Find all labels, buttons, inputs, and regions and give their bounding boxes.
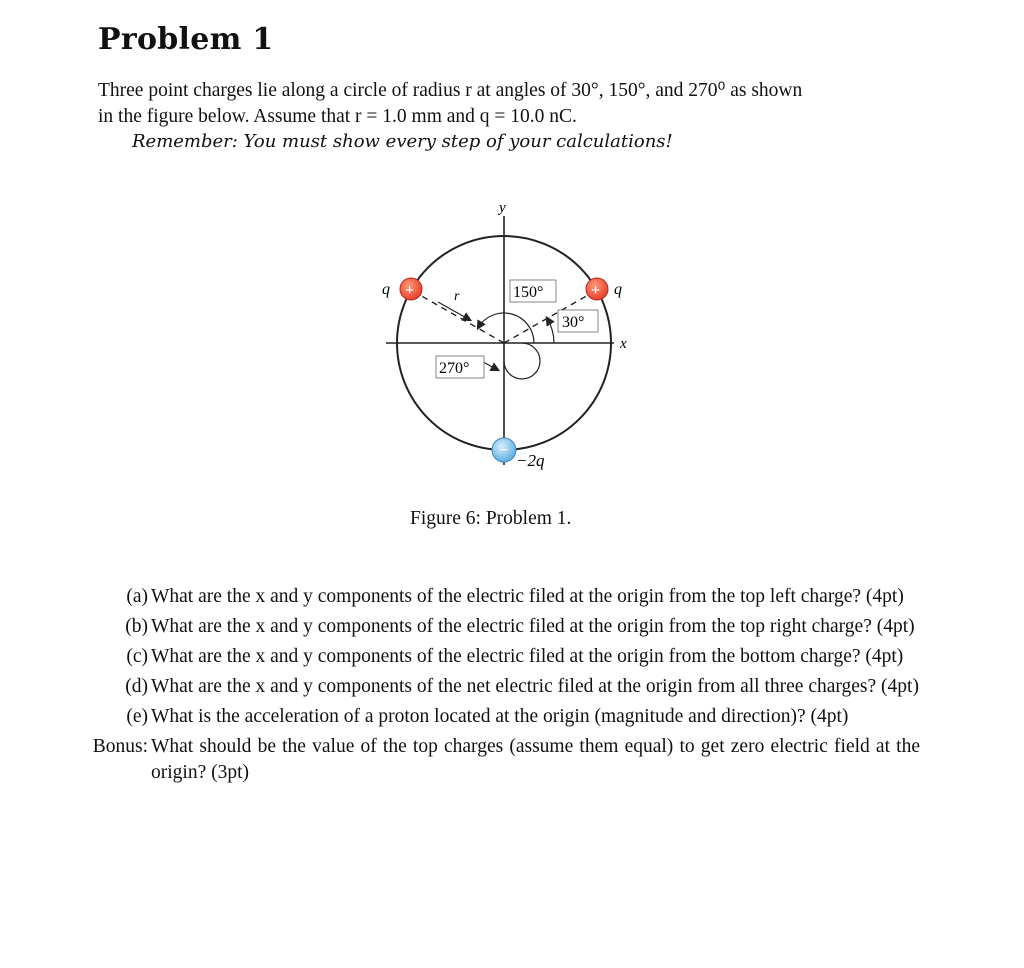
charge-top-left-sign: +	[405, 282, 415, 299]
question-c	[70, 644, 920, 670]
arc-150	[478, 313, 534, 343]
intro-line-1: Three point charges lie along a circle of radius r at angles of 30°, 150°, and 270⁰ as shown	[98, 80, 803, 101]
question-b	[70, 614, 920, 640]
charge-bottom-label: −2q	[516, 451, 545, 470]
charge-bottom-sign: −	[499, 442, 509, 459]
question-text: What are the x and y components of the electric filed at the origin from the top left charge? (4pt)	[151, 586, 904, 607]
problem-intro	[98, 78, 928, 130]
question-text: What are the x and y components of the net electric filed at the origin from all three charges? (4pt)	[151, 676, 919, 697]
arc-30	[547, 318, 554, 343]
problem-title: Problem 1	[98, 22, 274, 57]
arrow-270	[483, 362, 498, 370]
question-label: (d)	[125, 676, 148, 697]
radius-label: r	[454, 289, 460, 304]
question-text: What should be the value of the top charges (assume them equal) to get zero electric field at the origin? (3pt)	[151, 736, 920, 783]
question-e	[70, 704, 920, 730]
y-axis-label: y	[499, 200, 506, 216]
question-text: What is the acceleration of a proton located at the origin (magnitude and direction)? (4pt)	[151, 706, 849, 727]
question-bonus	[70, 734, 920, 786]
arc-270	[504, 343, 540, 379]
question-label: (a)	[126, 586, 148, 607]
figure-svg	[370, 190, 660, 480]
charges-figure	[370, 190, 660, 480]
angle-30-label: 30°	[562, 314, 585, 331]
question-text: What are the x and y components of the electric filed at the origin from the bottom charge? (4pt)	[151, 646, 904, 667]
question-text: What are the x and y components of the electric filed at the origin from the top right charge? (4pt)	[151, 616, 915, 637]
charge-top-right-label: q	[614, 281, 622, 298]
radius-arrow	[438, 302, 470, 320]
charge-top-left-label: q	[382, 281, 390, 298]
charge-top-right-sign: +	[591, 282, 601, 299]
question-label: (e)	[126, 706, 148, 727]
question-label: (b)	[125, 616, 148, 637]
remember-note: Remember: You must show every step of your calculations!	[132, 131, 673, 152]
question-label: Bonus:	[92, 736, 148, 757]
question-d	[70, 674, 920, 700]
question-a	[70, 584, 920, 610]
intro-line-2: in the figure below. Assume that r = 1.0 mm and q = 10.0 nC.	[98, 106, 577, 127]
question-list	[70, 584, 920, 790]
figure-caption: Figure 6: Problem 1.	[410, 508, 572, 529]
question-label: (c)	[126, 646, 148, 667]
x-axis-label: x	[620, 336, 627, 352]
angle-150-label: 150°	[513, 284, 544, 301]
angle-270-label: 270°	[439, 360, 470, 377]
